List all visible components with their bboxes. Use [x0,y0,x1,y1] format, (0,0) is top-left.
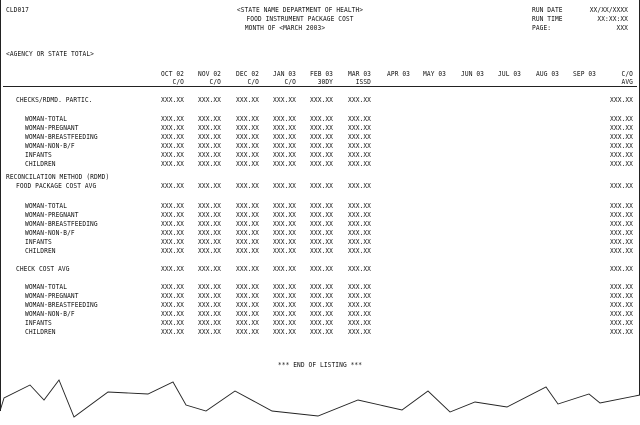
table-cell-value: XXX.XX [348,211,371,220]
table-cell-value: XXX.XX [610,211,633,220]
table-cell-value: XXX.XX [161,160,184,169]
table-cell-value: XXX.XX [161,182,184,191]
table-cell-value: XXX.XX [310,133,333,142]
table-cell-value: XXX.XX [348,220,371,229]
table-cell-value: XXX.XX [310,229,333,238]
table-cell-value: XXX.XX [236,301,259,310]
table-cell-value: XXX.XX [310,283,333,292]
table-cell-value: XXX.XX [610,115,633,124]
column-header-month: C/O [621,70,633,79]
table-cell-value: XXX.XX [610,160,633,169]
table-cell-value: XXX.XX [310,328,333,337]
table-cell-value: XXX.XX [161,115,184,124]
table-cell-value: XXX.XX [348,328,371,337]
column-header-sub: 30DY [317,78,333,87]
table-cell-value: XXX.XX [310,310,333,319]
table-cell-value: XXX.XX [273,283,296,292]
table-cell-value: XXX.XX [198,292,221,301]
table-cell-value: XXX.XX [310,124,333,133]
table-cell-value: XXX.XX [273,292,296,301]
table-cell-value: XXX.XX [161,124,184,133]
row-label: WOMAN-NON-B/F [25,142,75,151]
row-label: WOMAN-TOTAL [25,283,68,292]
table-cell-value: XXX.XX [273,160,296,169]
table-cell-value: XXX.XX [273,247,296,256]
report-id: CLD017 [6,6,29,15]
table-cell-value: XXX.XX [161,202,184,211]
table-cell-value: XXX.XX [161,247,184,256]
table-cell-value: XXX.XX [310,160,333,169]
table-cell-value: XXX.XX [161,229,184,238]
table-cell-value: XXX.XX [348,96,371,105]
column-header-month: APR 03 [387,70,410,79]
table-cell-value: XXX.XX [161,211,184,220]
table-cell-value: XXX.XX [348,115,371,124]
run-date-value: XX/XX/XXXX [589,6,628,15]
table-cell-value: XXX.XX [198,182,221,191]
row-label: CHILDREN [25,247,56,256]
table-cell-value: XXX.XX [161,310,184,319]
table-cell-value: XXX.XX [610,182,633,191]
table-cell-value: XXX.XX [310,220,333,229]
table-cell-value: XXX.XX [161,265,184,274]
column-header-sub: AVG [621,78,633,87]
table-cell-value: XXX.XX [610,265,633,274]
column-header-sub: C/O [247,78,259,87]
table-cell-value: XXX.XX [273,229,296,238]
table-cell-value: XXX.XX [273,96,296,105]
run-date-label: RUN DATE [532,6,563,15]
table-cell-value: XXX.XX [161,142,184,151]
table-cell-value: XXX.XX [610,124,633,133]
report-title-line-1: <STATE NAME DEPARTMENT OF HEALTH> [236,6,364,15]
column-header-month: AUG 03 [536,70,559,79]
table-cell-value: XXX.XX [198,247,221,256]
table-cell-value: XXX.XX [273,319,296,328]
row-label: WOMAN-NON-B/F [25,229,75,238]
row-label: INFANTS [25,151,52,160]
table-cell-value: XXX.XX [310,142,333,151]
agency-label: <AGENCY OR STATE TOTAL> [6,50,94,59]
table-cell-value: XXX.XX [236,124,259,133]
table-cell-value: XXX.XX [348,124,371,133]
table-cell-value: XXX.XX [310,319,333,328]
table-cell-value: XXX.XX [273,142,296,151]
table-cell-value: XXX.XX [610,328,633,337]
column-header-month: JUN 03 [461,70,484,79]
table-cell-value: XXX.XX [198,202,221,211]
table-cell-value: XXX.XX [610,301,633,310]
table-cell-value: XXX.XX [348,182,371,191]
table-cell-value: XXX.XX [236,96,259,105]
table-cell-value: XXX.XX [348,238,371,247]
report-title-line-3: MONTH OF <MARCH 2003> [244,24,326,33]
table-cell-value: XXX.XX [610,238,633,247]
report-title-line-2: FOOD INSTRUMENT PACKAGE COST [246,15,354,24]
table-cell-value: XXX.XX [198,328,221,337]
table-cell-value: XXX.XX [198,220,221,229]
row-label: WOMAN-BREASTFEEDING [25,220,98,229]
column-header-month: MAY 03 [423,70,446,79]
table-cell-value: XXX.XX [161,133,184,142]
table-cell-value: XXX.XX [273,115,296,124]
table-cell-value: XXX.XX [273,238,296,247]
table-cell-value: XXX.XX [236,160,259,169]
table-cell-value: XXX.XX [161,238,184,247]
row-label: WOMAN-NON-B/F [25,310,75,319]
table-cell-value: XXX.XX [610,229,633,238]
table-cell-value: XXX.XX [610,319,633,328]
table-cell-value: XXX.XX [198,96,221,105]
table-cell-value: XXX.XX [610,247,633,256]
row-label: CHECKS/RDMD. PARTIC. [16,96,93,105]
table-cell-value: XXX.XX [310,301,333,310]
table-cell-value: XXX.XX [310,265,333,274]
table-cell-value: XXX.XX [348,202,371,211]
page-label: PAGE: [532,24,552,33]
table-cell-value: XXX.XX [273,211,296,220]
row-label: CHILDREN [25,328,56,337]
table-cell-value: XXX.XX [198,142,221,151]
table-cell-value: XXX.XX [198,265,221,274]
column-header-sub: C/O [172,78,184,87]
table-cell-value: XXX.XX [198,211,221,220]
table-cell-value: XXX.XX [236,238,259,247]
table-cell-value: XXX.XX [310,292,333,301]
table-cell-value: XXX.XX [310,211,333,220]
column-header-month: SEP 03 [573,70,596,79]
table-cell-value: XXX.XX [236,292,259,301]
table-cell-value: XXX.XX [273,328,296,337]
column-header-month: MAR 03 [348,70,371,79]
table-cell-value: XXX.XX [198,229,221,238]
table-cell-value: XXX.XX [198,133,221,142]
row-label: WOMAN-TOTAL [25,202,68,211]
table-cell-value: XXX.XX [236,229,259,238]
table-cell-value: XXX.XX [348,151,371,160]
row-label: WOMAN-PREGNANT [25,292,79,301]
end-of-listing: *** END OF LISTING *** [277,361,363,370]
table-cell-value: XXX.XX [610,96,633,105]
table-cell-value: XXX.XX [348,319,371,328]
table-cell-value: XXX.XX [348,229,371,238]
table-cell-value: XXX.XX [161,328,184,337]
table-cell-value: XXX.XX [348,310,371,319]
table-cell-value: XXX.XX [310,202,333,211]
table-cell-value: XXX.XX [310,247,333,256]
table-cell-value: XXX.XX [273,310,296,319]
row-label: CHECK COST AVG [16,265,70,274]
table-cell-value: XXX.XX [348,265,371,274]
table-cell-value: XXX.XX [610,220,633,229]
row-label: WOMAN-BREASTFEEDING [25,133,98,142]
table-cell-value: XXX.XX [273,124,296,133]
table-cell-value: XXX.XX [610,142,633,151]
table-cell-value: XXX.XX [236,319,259,328]
table-cell-value: XXX.XX [161,96,184,105]
table-cell-value: XXX.XX [198,151,221,160]
table-cell-value: XXX.XX [348,133,371,142]
table-cell-value: XXX.XX [273,265,296,274]
column-header-month: FEB 03 [310,70,333,79]
table-cell-value: XXX.XX [348,247,371,256]
table-cell-value: XXX.XX [198,160,221,169]
row-label: INFANTS [25,238,52,247]
table-cell-value: XXX.XX [348,301,371,310]
table-cell-value: XXX.XX [161,220,184,229]
table-cell-value: XXX.XX [610,283,633,292]
row-label: WOMAN-PREGNANT [25,211,79,220]
table-cell-value: XXX.XX [198,301,221,310]
table-cell-value: XXX.XX [610,202,633,211]
column-header-month: JAN 03 [273,70,296,79]
column-header-month: DEC 02 [236,70,259,79]
table-cell-value: XXX.XX [273,202,296,211]
table-cell-value: XXX.XX [310,96,333,105]
row-label: RECONCILATION METHOD (RDMD) [6,173,110,182]
table-cell-value: XXX.XX [161,301,184,310]
table-cell-value: XXX.XX [236,182,259,191]
table-cell-value: XXX.XX [348,283,371,292]
table-cell-value: XXX.XX [236,211,259,220]
table-cell-value: XXX.XX [236,247,259,256]
column-header-sub: C/O [209,78,221,87]
table-cell-value: XXX.XX [310,238,333,247]
table-cell-value: XXX.XX [236,310,259,319]
table-cell-value: XXX.XX [198,238,221,247]
table-cell-value: XXX.XX [273,133,296,142]
table-cell-value: XXX.XX [161,292,184,301]
page-value: XXX [616,24,628,33]
table-cell-value: XXX.XX [236,220,259,229]
run-time-value: XX:XX:XX [597,15,628,24]
table-cell-value: XXX.XX [236,265,259,274]
table-cell-value: XXX.XX [198,124,221,133]
table-cell-value: XXX.XX [610,292,633,301]
table-cell-value: XXX.XX [198,115,221,124]
table-cell-value: XXX.XX [236,283,259,292]
table-cell-value: XXX.XX [310,151,333,160]
table-cell-value: XXX.XX [161,151,184,160]
row-label: WOMAN-PREGNANT [25,124,79,133]
table-cell-value: XXX.XX [273,182,296,191]
table-cell-value: XXX.XX [198,310,221,319]
column-header-month: OCT 02 [161,70,184,79]
column-header-month: NOV 02 [198,70,221,79]
row-label: CHILDREN [25,160,56,169]
row-label: INFANTS [25,319,52,328]
table-cell-value: XXX.XX [161,319,184,328]
table-cell-value: XXX.XX [273,151,296,160]
table-cell-value: XXX.XX [236,142,259,151]
table-cell-value: XXX.XX [610,310,633,319]
table-cell-value: XXX.XX [198,319,221,328]
column-header-sub: ISSD [355,78,371,87]
table-cell-value: XXX.XX [236,202,259,211]
table-cell-value: XXX.XX [273,301,296,310]
table-cell-value: XXX.XX [610,151,633,160]
table-cell-value: XXX.XX [348,142,371,151]
table-cell-value: XXX.XX [273,220,296,229]
table-cell-value: XXX.XX [310,182,333,191]
table-cell-value: XXX.XX [236,133,259,142]
column-header-month: JUL 03 [498,70,521,79]
row-label: FOOD PACKAGE COST AVG [16,182,97,191]
row-label: WOMAN-BREASTFEEDING [25,301,98,310]
table-cell-value: XXX.XX [236,151,259,160]
table-cell-value: XXX.XX [198,283,221,292]
table-cell-value: XXX.XX [236,115,259,124]
table-cell-value: XXX.XX [610,133,633,142]
table-cell-value: XXX.XX [236,328,259,337]
run-time-label: RUN TIME [532,15,563,24]
row-label: WOMAN-TOTAL [25,115,68,124]
table-cell-value: XXX.XX [161,283,184,292]
column-header-sub: C/O [284,78,296,87]
table-cell-value: XXX.XX [310,115,333,124]
table-cell-value: XXX.XX [348,292,371,301]
table-cell-value: XXX.XX [348,160,371,169]
